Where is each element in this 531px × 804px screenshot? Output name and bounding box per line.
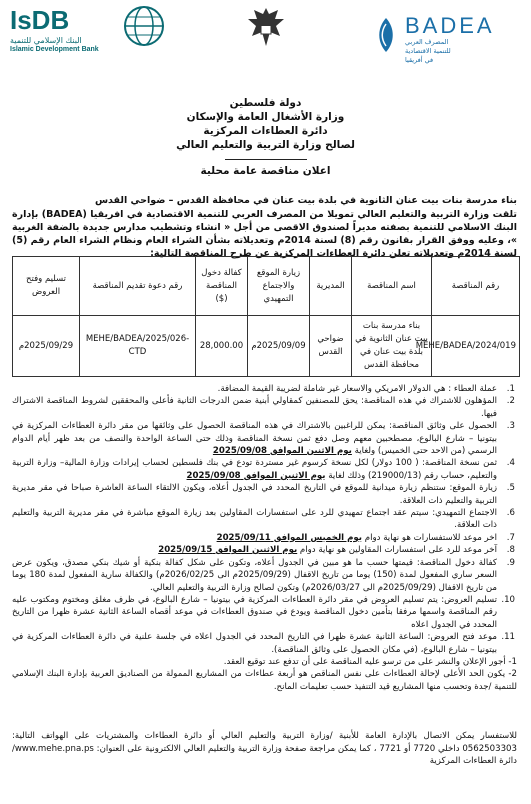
tenders-table (12, 256, 520, 377)
list-item: 5. زيارة الموقع: ستنظم زيارة ميدانية للموقع في التاريخ المحدد في الجدول أعلاه، ويكون الالتقاء الساعة العاشرة صباحا في مقر مديرية التربية والتعليم ذات العلاقة. (12, 483, 515, 506)
header-site-visit: زيارة الموقع والاجتماع التمهيدي (248, 257, 310, 316)
isdb-logo (10, 6, 130, 53)
heading-beneficiary: لصالح وزارة التربية والتعليم العالي (176, 139, 355, 151)
notes-block (12, 656, 517, 693)
heading-state: دولة فلسطين (229, 97, 302, 109)
isdb-arabic-name: البنك الإسلامي للتنمية (10, 36, 82, 45)
table-header-row (13, 257, 520, 316)
isdb-globe-icon (122, 4, 166, 48)
conditions-list (12, 383, 517, 693)
header-submission-opening: تسليم وفتح العروض (13, 257, 80, 316)
badea-arabic-line1: المصرف العربي (405, 38, 449, 46)
header-tender-name: اسم المناقصة (352, 257, 432, 316)
cell-site-visit: 2025/09/09م (248, 316, 310, 377)
list-item: 4. ثمن نسخة المناقصة: ( 100 دولار) لكل نسخة كرسوم غير مستردة تودع في بنك فلسطين لحساب إيرادات وزارة المالية– وزارة التربية والتعليم، حساب رقم (219000/13) وذلك لغاية يوم الاثنين الموافق 2025/09/08 (12, 458, 515, 481)
header-invitation-number: رقم دعوة تقديم المناقصة (80, 257, 196, 316)
list-item: 10. تسليم العروض: يتم تسليم العروض في مقر دائرة العطاءات المركزية في بيتونيا – شارع البالوع، في ظرف مغلق ومختوم ومكتوب عليه رقم المناقصة واسمها مرفقا بتأمين دخول المناقصة ويودع في صندوق العطاءات في موعد أقصاه الساعة الثانية عشرة ظهرا من التاريخ المحدد في الجدول اعلاه (12, 594, 515, 630)
heading-ministry: وزارة الأشغال العامة والإسكان (186, 111, 345, 123)
cell-submission-opening: 2025/09/29م (13, 316, 80, 377)
list-item: 6. الاجتماع التمهيدي: سيتم عقد اجتماع تمهيدي للرد على استفسارات المقاولين بعد زيارة الموقع مباشرة في مقر مديرية التربية والتعليم ذات العلاقة. (12, 508, 515, 531)
badea-arabic-line2: للتنمية الاقتصادية (405, 47, 451, 55)
heading-department: دائرة العطاءات المركزية (203, 125, 328, 137)
cell-tender-number: MEHE/BADEA/2024/019 (432, 316, 520, 377)
list-item: 8. آخر موعد للرد على استفسارات المقاولين هو نهاية دوام يوم الاثنين الموافق 2025/09/15 (158, 545, 515, 556)
list-item: 3. الحصول على وثائق المناقصة: يمكن للراغبين بالاشتراك في هذه المناقصة الحصول على وثائقها من مقر دائرة العطاءات المركزية في بيتونيا – شارع البالوع، مصطحبين معهم وصل دفع ثمن نسخة المناقصة وذلك حتى الساعة الواحدة والنصف من بعد ظهر أيام الدوام الرسمي (من الاحد حتى الخميس) ولغاية يوم الاثنين الموافق 2025/09/08 (12, 421, 515, 457)
isdb-english-name: Islamic Development Bank (10, 46, 99, 53)
badea-logo (371, 14, 521, 65)
list-item: 11. موعد فتح العروض: الساعة الثانية عشرة ظهرا في التاريخ المحدد في الجدول اعلاه في جلسة علنية في دائرة العطاءات المركزية في بيتونيا – شارع البالوع، (في مكان الحصول على وثائق المناقصة). (12, 632, 515, 655)
cell-bid-bond: 28,000.00 (196, 316, 248, 377)
list-item: 9. كفالة دخول المناقصة: قيمتها حسب ما هو مبين في الجدول أعلاه، وتكون على شكل كفالة بنكية أو شيك بنكي مصدق، ويكون عرض السعر ساري المفعول لمدة (150) يوما من تاريخ الاقفال (2025/09/29م الى 2026/02/25م) والكفالة سارية المفعول لمدة 180 يوما من تاريخ الاقفال (2025/09/29م الى 2026/03/27م) وتكون لصالح وزارة التربية والتعليم العالي. (12, 557, 515, 593)
table-row (13, 316, 520, 377)
badea-wordmark: BADEA (405, 13, 495, 38)
isdb-wordmark: IsDB (10, 5, 70, 35)
contact-footer: للاستفسار يمكن الاتصال بالإدارة العامة للأبنية /وزارة التربية والتعليم العالي أو دائرة العطاءات والمشتريات على الهواتف التالية: 0562503303 داخلي 7720 أو 7721 ، كما يمكن مراجعة صفحة وزارة التربية والتعليم العالي الالكترونية على العنوان: www.mehe.pna.ps/ دائرة العطاءات المركزية (12, 731, 517, 767)
heading-divider (225, 159, 307, 160)
intro-paragraph: تلقت وزارة التربية والتعليم العالي تمويلا من المصرف العربي للتنمية الاقتصادية في افريقيا (BADEA) بإدارة البنك الاسلامي للتنمية بصفته مديراً لصندوق الاقصى من أجل « انشاء وتشطيب مدارس جديدة بالضفة الغربية »، وعليه ووفق القرار بقانون رقم (8) لسنة 2014م وتعديلاته بشأن الشراء العام ونظام الشراء العام رقم (5) لسنة 2014م وتعديلاته تعلن دائرة العطاءات المركزية عن طرح المناقصة التالية: (12, 209, 517, 259)
cell-tender-name: بناء مدرسة بنات بيت عنان الثانوية في بلدة بيت عنان في محافظة القدس (352, 316, 432, 377)
badea-mark-icon (371, 16, 401, 54)
cell-invitation-number: MEHE/BADEA/2025/026-CTD (80, 316, 196, 377)
palestine-eagle-emblem-icon (245, 4, 287, 50)
header-bid-bond: كفالة دخول المناقصة ($) (196, 257, 248, 316)
list-item: 1. عملة العطاء : هي الدولار الامريكي والاسعار غير شاملة لضريبة القيمة المضافة. (217, 384, 515, 394)
header-tender-number: رقم المناقصة (432, 257, 520, 316)
list-item: 7. اخر موعد للاستفسارات هو نهاية دوام يوم الخميس الموافق 2025/09/11 (216, 532, 515, 543)
announcement-title: اعلان مناقصة عامة محلية (200, 165, 331, 177)
header-directorate: المديرية (310, 257, 352, 316)
project-title: بناء مدرسة بنات بيت عنان الثانوية في بلدة بيت عنان في محافظة القدس – ضواحي القدس (94, 195, 517, 206)
logo-header (0, 0, 531, 80)
note-item: 1- أجور الإعلان والنشر على من ترسو عليه المناقصة على أن تدفع عند توقيع العقد. (223, 656, 517, 667)
badea-arabic-line3: في أفريقيا (405, 56, 434, 64)
note-item: 2- يكون الحد الأعلى لإحالة العطاءات على نفس المناقص هو أربعة عطاءات من المشاريع الممولة من الصناديق العربية بإدارة البنك الإسلامي للتنمية /جدة وتحسب منها المشاريع قيد التنفيذ حسب تعليمات المانح. (12, 669, 517, 692)
cell-directorate: ضواحي القدس (310, 316, 352, 377)
list-item: 2. المؤهلون للاشتراك في هذه المناقصة: يحق للمصنفين كمقاولي أبنية ضمن الدرجات الثانية فأعلى والمحققين لشروط المناقصة الاشتراك فيها. (12, 396, 515, 419)
